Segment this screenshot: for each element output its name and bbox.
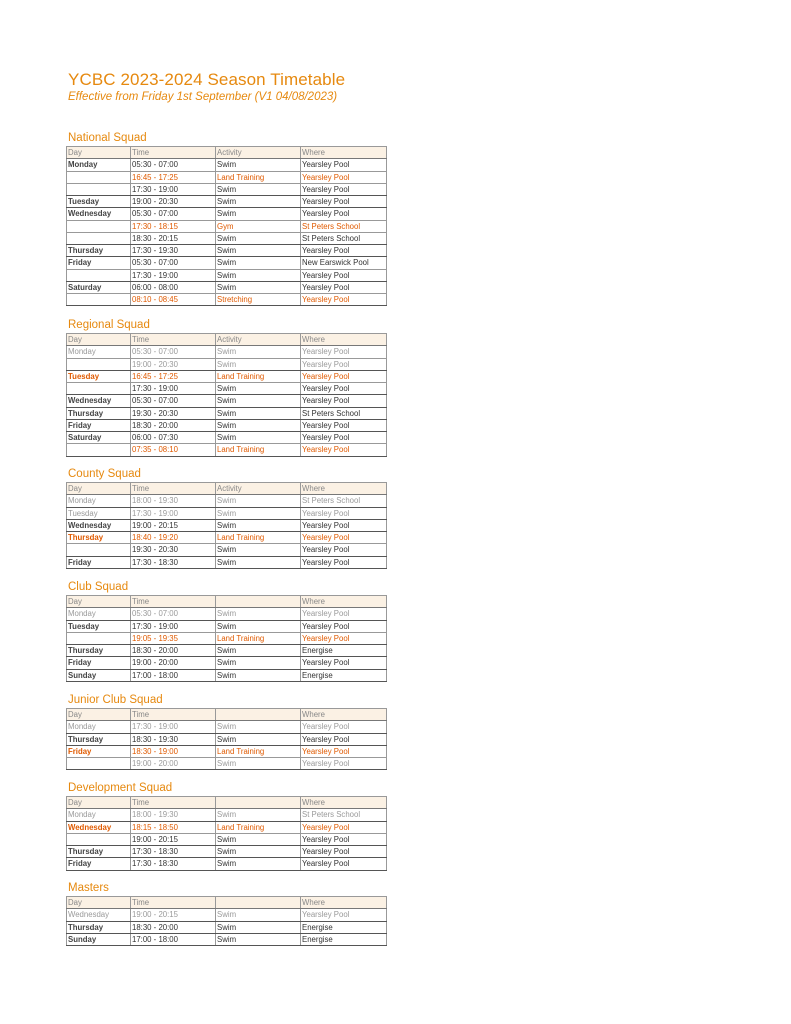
activity-cell: Swim [216, 232, 301, 244]
activity-cell: Swim [216, 933, 301, 945]
where-cell: Yearsley Pool [301, 281, 387, 293]
table-row [67, 821, 387, 833]
day-cell: Sunday [67, 669, 131, 681]
activity-cell: Land Training [216, 632, 301, 644]
time-cell: 05:30 - 07:00 [131, 395, 216, 407]
where-cell: Yearsley Pool [301, 245, 387, 257]
table-row [67, 257, 387, 269]
time-cell: 16:45 - 17:25 [131, 370, 216, 382]
table-row [67, 159, 387, 171]
time-cell: 19:00 - 20:30 [131, 196, 216, 208]
where-cell: Yearsley Pool [301, 294, 387, 306]
where-cell: Yearsley Pool [301, 733, 387, 745]
time-cell: 18:30 - 19:00 [131, 745, 216, 757]
activity-cell: Swim [216, 432, 301, 444]
table-row [67, 556, 387, 568]
day-cell [67, 183, 131, 195]
header-where: Where [301, 334, 387, 346]
time-cell: 05:30 - 07:00 [131, 159, 216, 171]
day-cell [67, 383, 131, 395]
activity-cell: Stretching [216, 294, 301, 306]
table-row [67, 544, 387, 556]
day-cell: Thursday [67, 407, 131, 419]
time-cell: 17:30 - 19:00 [131, 383, 216, 395]
time-cell: 17:30 - 18:30 [131, 858, 216, 870]
table-row [67, 645, 387, 657]
where-cell: Yearsley Pool [301, 608, 387, 620]
header-day: Day [67, 147, 131, 159]
timetable-table [66, 146, 387, 306]
header-where: Where [301, 709, 387, 721]
time-cell: 05:30 - 07:00 [131, 257, 216, 269]
where-cell: St Peters School [301, 495, 387, 507]
squad-heading: County Squad [68, 468, 141, 480]
where-cell: Yearsley Pool [301, 909, 387, 921]
table-header-row [67, 596, 387, 608]
header-activity: Activity [216, 334, 301, 346]
day-cell [67, 632, 131, 644]
header-where: Where [301, 596, 387, 608]
day-cell: Friday [67, 556, 131, 568]
where-cell: St Peters School [301, 232, 387, 244]
where-cell: St Peters School [301, 220, 387, 232]
table-row [67, 245, 387, 257]
day-cell: Thursday [67, 733, 131, 745]
header-time: Time [131, 334, 216, 346]
header-day: Day [67, 897, 131, 909]
activity-cell: Swim [216, 833, 301, 845]
where-cell: Yearsley Pool [301, 444, 387, 456]
header-time: Time [131, 897, 216, 909]
table-row [67, 269, 387, 281]
day-cell: Thursday [67, 245, 131, 257]
activity-cell: Swim [216, 519, 301, 531]
activity-cell: Swim [216, 358, 301, 370]
day-cell: Saturday [67, 281, 131, 293]
time-cell: 18:30 - 19:30 [131, 733, 216, 745]
where-cell: Energise [301, 933, 387, 945]
day-cell: Monday [67, 608, 131, 620]
where-cell: Yearsley Pool [301, 758, 387, 770]
time-cell: 19:00 - 20:30 [131, 358, 216, 370]
activity-cell: Swim [216, 846, 301, 858]
table-row [67, 909, 387, 921]
header-activity [216, 897, 301, 909]
table-row [67, 507, 387, 519]
time-cell: 17:30 - 19:00 [131, 269, 216, 281]
table-row [67, 519, 387, 531]
activity-cell: Swim [216, 257, 301, 269]
squad-regional-squad [66, 318, 386, 457]
table-row [67, 669, 387, 681]
where-cell: Energise [301, 921, 387, 933]
activity-cell: Swim [216, 395, 301, 407]
header-where: Where [301, 797, 387, 809]
time-cell: 05:30 - 07:00 [131, 608, 216, 620]
time-cell: 18:30 - 20:15 [131, 232, 216, 244]
table-row [67, 294, 387, 306]
table-row [67, 196, 387, 208]
timetable-table [66, 708, 387, 770]
table-row [67, 171, 387, 183]
table-row [67, 370, 387, 382]
where-cell: Yearsley Pool [301, 532, 387, 544]
activity-cell: Land Training [216, 171, 301, 183]
table-header-row [67, 147, 387, 159]
time-cell: 06:00 - 08:00 [131, 281, 216, 293]
time-cell: 17:30 - 19:00 [131, 721, 216, 733]
day-cell: Wednesday [67, 395, 131, 407]
table-row [67, 921, 387, 933]
timetable-table [66, 796, 387, 871]
where-cell: Yearsley Pool [301, 657, 387, 669]
where-cell: Yearsley Pool [301, 419, 387, 431]
time-cell: 08:10 - 08:45 [131, 294, 216, 306]
day-cell [67, 544, 131, 556]
where-cell: Energise [301, 669, 387, 681]
header-activity: Activity [216, 147, 301, 159]
time-cell: 18:00 - 19:30 [131, 809, 216, 821]
table-row [67, 721, 387, 733]
header-day: Day [67, 596, 131, 608]
day-cell: Friday [67, 745, 131, 757]
day-cell: Friday [67, 257, 131, 269]
time-cell: 17:30 - 19:00 [131, 620, 216, 632]
table-row [67, 657, 387, 669]
where-cell: Yearsley Pool [301, 358, 387, 370]
time-cell: 18:30 - 20:00 [131, 921, 216, 933]
header-time: Time [131, 709, 216, 721]
time-cell: 17:30 - 18:30 [131, 556, 216, 568]
activity-cell: Swim [216, 809, 301, 821]
timetable-table [66, 896, 387, 946]
table-row [67, 620, 387, 632]
squad-heading: Regional Squad [68, 319, 150, 331]
day-cell: Wednesday [67, 519, 131, 531]
squad-development-squad [66, 781, 386, 871]
activity-cell: Swim [216, 909, 301, 921]
time-cell: 17:30 - 18:30 [131, 846, 216, 858]
activity-cell: Swim [216, 269, 301, 281]
time-cell: 17:30 - 19:30 [131, 245, 216, 257]
table-row [67, 733, 387, 745]
day-cell [67, 358, 131, 370]
timetable-table [66, 595, 387, 682]
header-activity [216, 709, 301, 721]
day-cell: Monday [67, 809, 131, 821]
time-cell: 17:00 - 18:00 [131, 933, 216, 945]
where-cell: Yearsley Pool [301, 721, 387, 733]
table-row [67, 232, 387, 244]
squad-heading: Club Squad [68, 581, 129, 593]
day-cell: Thursday [67, 532, 131, 544]
where-cell: Yearsley Pool [301, 833, 387, 845]
header-activity [216, 797, 301, 809]
day-cell [67, 444, 131, 456]
day-cell: Tuesday [67, 507, 131, 519]
time-cell: 19:30 - 20:30 [131, 407, 216, 419]
activity-cell: Land Training [216, 370, 301, 382]
day-cell [67, 171, 131, 183]
activity-cell: Swim [216, 159, 301, 171]
table-row [67, 407, 387, 419]
time-cell: 18:00 - 19:30 [131, 495, 216, 507]
table-row [67, 281, 387, 293]
squad-heading: National Squad [68, 132, 147, 144]
activity-cell: Swim [216, 645, 301, 657]
activity-cell: Swim [216, 245, 301, 257]
where-cell: Yearsley Pool [301, 346, 387, 358]
day-cell: Monday [67, 721, 131, 733]
day-cell [67, 220, 131, 232]
activity-cell: Land Training [216, 532, 301, 544]
where-cell: Yearsley Pool [301, 556, 387, 568]
activity-cell: Swim [216, 281, 301, 293]
activity-cell: Swim [216, 507, 301, 519]
table-row [67, 208, 387, 220]
activity-cell: Land Training [216, 444, 301, 456]
time-cell: 19:05 - 19:35 [131, 632, 216, 644]
day-cell: Monday [67, 346, 131, 358]
header-where: Where [301, 897, 387, 909]
header-where: Where [301, 147, 387, 159]
header-time: Time [131, 596, 216, 608]
table-header-row [67, 709, 387, 721]
day-cell: Wednesday [67, 821, 131, 833]
where-cell: Yearsley Pool [301, 395, 387, 407]
activity-cell: Gym [216, 220, 301, 232]
time-cell: 05:30 - 07:00 [131, 208, 216, 220]
where-cell: Yearsley Pool [301, 846, 387, 858]
activity-cell: Swim [216, 383, 301, 395]
table-header-row [67, 797, 387, 809]
table-header-row [67, 483, 387, 495]
time-cell: 18:30 - 20:00 [131, 419, 216, 431]
day-cell: Thursday [67, 846, 131, 858]
timetable-table [66, 333, 387, 457]
where-cell: Yearsley Pool [301, 171, 387, 183]
table-row [67, 358, 387, 370]
where-cell: Yearsley Pool [301, 383, 387, 395]
table-row [67, 833, 387, 845]
time-cell: 07:35 - 08:10 [131, 444, 216, 456]
day-cell: Friday [67, 419, 131, 431]
activity-cell: Swim [216, 733, 301, 745]
time-cell: 19:00 - 20:15 [131, 519, 216, 531]
day-cell: Monday [67, 159, 131, 171]
table-row [67, 432, 387, 444]
activity-cell: Swim [216, 758, 301, 770]
day-cell: Wednesday [67, 909, 131, 921]
activity-cell: Swim [216, 544, 301, 556]
table-row [67, 220, 387, 232]
time-cell: 05:30 - 07:00 [131, 346, 216, 358]
header-day: Day [67, 334, 131, 346]
table-row [67, 383, 387, 395]
header-where: Where [301, 483, 387, 495]
header-activity: Activity [216, 483, 301, 495]
time-cell: 06:00 - 07:30 [131, 432, 216, 444]
time-cell: 19:00 - 20:15 [131, 909, 216, 921]
time-cell: 19:00 - 20:00 [131, 758, 216, 770]
time-cell: 16:45 - 17:25 [131, 171, 216, 183]
time-cell: 17:30 - 19:00 [131, 183, 216, 195]
activity-cell: Swim [216, 556, 301, 568]
activity-cell: Swim [216, 620, 301, 632]
table-row [67, 183, 387, 195]
day-cell [67, 833, 131, 845]
where-cell: Yearsley Pool [301, 159, 387, 171]
activity-cell: Swim [216, 183, 301, 195]
squad-heading: Development Squad [68, 782, 173, 794]
activity-cell: Swim [216, 858, 301, 870]
where-cell: Yearsley Pool [301, 183, 387, 195]
where-cell: Yearsley Pool [301, 196, 387, 208]
activity-cell: Swim [216, 669, 301, 681]
table-row [67, 608, 387, 620]
timetable-table [66, 482, 387, 569]
header-day: Day [67, 797, 131, 809]
activity-cell: Swim [216, 657, 301, 669]
day-cell [67, 232, 131, 244]
day-cell: Tuesday [67, 370, 131, 382]
where-cell: Yearsley Pool [301, 632, 387, 644]
day-cell [67, 269, 131, 281]
day-cell: Tuesday [67, 620, 131, 632]
table-header-row [67, 334, 387, 346]
day-cell: Wednesday [67, 208, 131, 220]
day-cell: Tuesday [67, 196, 131, 208]
where-cell: Yearsley Pool [301, 432, 387, 444]
where-cell: Yearsley Pool [301, 208, 387, 220]
table-row [67, 632, 387, 644]
where-cell: Yearsley Pool [301, 858, 387, 870]
table-row [67, 758, 387, 770]
squad-county-squad [66, 467, 386, 569]
activity-cell: Swim [216, 495, 301, 507]
activity-cell: Swim [216, 921, 301, 933]
activity-cell: Land Training [216, 821, 301, 833]
day-cell [67, 758, 131, 770]
table-header-row [67, 897, 387, 909]
time-cell: 17:00 - 18:00 [131, 669, 216, 681]
squad-junior-club-squad [66, 693, 386, 770]
page-subtitle: Effective from Friday 1st September (V1 04/08/2023) [68, 91, 338, 103]
table-row [67, 444, 387, 456]
where-cell: Yearsley Pool [301, 507, 387, 519]
where-cell: New Earswick Pool [301, 257, 387, 269]
time-cell: 18:40 - 19:20 [131, 532, 216, 544]
day-cell: Thursday [67, 645, 131, 657]
activity-cell: Swim [216, 196, 301, 208]
activity-cell: Swim [216, 419, 301, 431]
where-cell: Yearsley Pool [301, 745, 387, 757]
where-cell: Yearsley Pool [301, 370, 387, 382]
day-cell: Thursday [67, 921, 131, 933]
table-row [67, 809, 387, 821]
table-row [67, 933, 387, 945]
squad-heading: Masters [68, 882, 109, 894]
time-cell: 18:15 - 18:50 [131, 821, 216, 833]
activity-cell: Swim [216, 407, 301, 419]
squad-heading: Junior Club Squad [68, 694, 163, 706]
header-time: Time [131, 797, 216, 809]
time-cell: 19:00 - 20:00 [131, 657, 216, 669]
day-cell: Saturday [67, 432, 131, 444]
header-day: Day [67, 483, 131, 495]
time-cell: 17:30 - 18:15 [131, 220, 216, 232]
where-cell: Yearsley Pool [301, 821, 387, 833]
squad-club-squad [66, 580, 386, 682]
activity-cell: Land Training [216, 745, 301, 757]
time-cell: 19:00 - 20:15 [131, 833, 216, 845]
where-cell: Yearsley Pool [301, 544, 387, 556]
header-day: Day [67, 709, 131, 721]
where-cell: St Peters School [301, 809, 387, 821]
day-cell: Friday [67, 858, 131, 870]
where-cell: Yearsley Pool [301, 620, 387, 632]
where-cell: Yearsley Pool [301, 269, 387, 281]
table-row [67, 745, 387, 757]
page-title: YCBC 2023-2024 Season Timetable [68, 70, 346, 89]
table-row [67, 346, 387, 358]
header-time: Time [131, 147, 216, 159]
time-cell: 19:30 - 20:30 [131, 544, 216, 556]
activity-cell: Swim [216, 721, 301, 733]
table-row [67, 419, 387, 431]
where-cell: Energise [301, 645, 387, 657]
table-row [67, 858, 387, 870]
table-row [67, 395, 387, 407]
header-time: Time [131, 483, 216, 495]
table-row [67, 532, 387, 544]
squad-masters [66, 881, 386, 946]
table-row [67, 495, 387, 507]
header-activity [216, 596, 301, 608]
time-cell: 18:30 - 20:00 [131, 645, 216, 657]
where-cell: St Peters School [301, 407, 387, 419]
squad-national-squad [66, 131, 386, 306]
activity-cell: Swim [216, 208, 301, 220]
activity-cell: Swim [216, 608, 301, 620]
time-cell: 17:30 - 19:00 [131, 507, 216, 519]
day-cell: Sunday [67, 933, 131, 945]
activity-cell: Swim [216, 346, 301, 358]
where-cell: Yearsley Pool [301, 519, 387, 531]
day-cell: Friday [67, 657, 131, 669]
day-cell [67, 294, 131, 306]
day-cell: Monday [67, 495, 131, 507]
table-row [67, 846, 387, 858]
